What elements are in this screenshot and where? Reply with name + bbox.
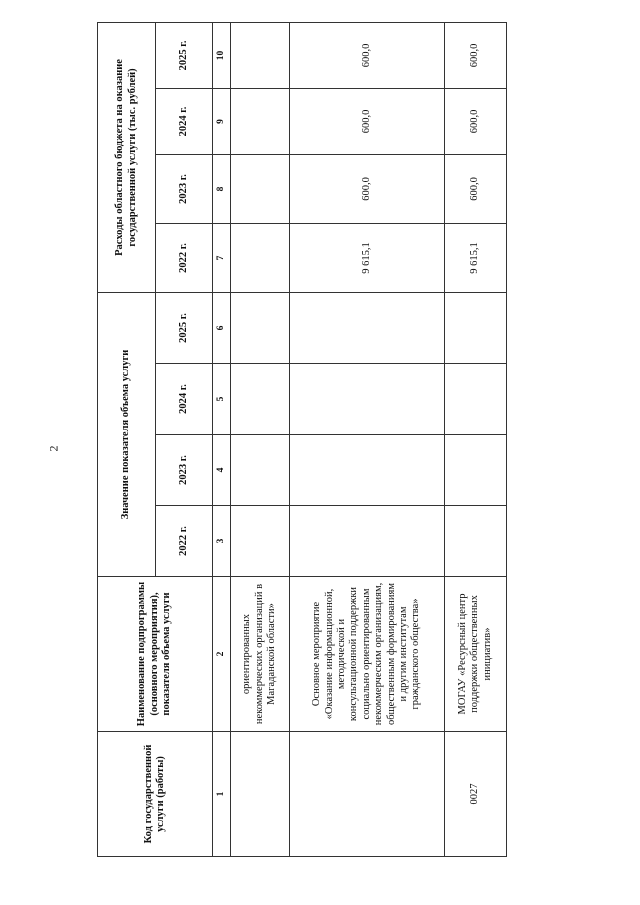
expense-cell: 600,0: [290, 22, 445, 88]
row-code: [290, 732, 445, 857]
expense-cell: [231, 223, 290, 292]
header-volume-year: 2025 г.: [156, 292, 213, 363]
column-number: 3: [213, 506, 231, 577]
volume-cell: [231, 292, 290, 363]
column-number: 8: [213, 154, 231, 223]
column-number: 5: [213, 364, 231, 435]
expense-cell: 9 615,1: [290, 223, 445, 292]
volume-cell: [231, 364, 290, 435]
row-code: 0027: [445, 732, 507, 857]
expense-cell: [231, 22, 290, 88]
header-expenses-group: Расходы областного бюджета на оказание государственной услуги (тыс. рублей): [98, 22, 156, 292]
column-number: 1: [213, 732, 231, 857]
column-number: 2: [213, 577, 231, 732]
volume-cell: [445, 364, 507, 435]
column-number: 4: [213, 435, 231, 506]
expense-cell: 600,0: [445, 22, 507, 88]
column-numbers-row: [213, 22, 231, 856]
header-expense-year: 2023 г.: [156, 154, 213, 223]
volume-cell: [290, 364, 445, 435]
expense-cell: 600,0: [290, 154, 445, 223]
row-code: [231, 732, 290, 857]
expense-cell: [231, 154, 290, 223]
header-expense-year: 2025 г.: [156, 22, 213, 88]
expense-cell: 600,0: [290, 88, 445, 154]
row-name: ориентированных некоммерческих организаций в Магаданской области»: [231, 577, 290, 732]
column-number: 9: [213, 88, 231, 154]
header-expense-year: 2024 г.: [156, 88, 213, 154]
header-volume-group: Значение показателя объема услуги: [98, 292, 156, 576]
header-name: Наименование подпрограммы (основного мероприятия), показателя объема услуги: [98, 577, 213, 732]
expense-cell: 600,0: [445, 154, 507, 223]
table-row: [445, 22, 507, 856]
volume-cell: [290, 292, 445, 363]
header-volume-year: 2023 г.: [156, 435, 213, 506]
header-volume-year: 2024 г.: [156, 364, 213, 435]
budget-table: [97, 22, 507, 857]
table-row: [290, 22, 445, 856]
column-number: 7: [213, 223, 231, 292]
expense-cell: 600,0: [445, 88, 507, 154]
volume-cell: [445, 292, 507, 363]
row-name: МОГАУ «Ресурсный центр поддержки общественных инициатив»: [445, 577, 507, 732]
page-number: 2: [46, 445, 61, 452]
header-code: Код государственной услуги (работы): [98, 732, 213, 857]
volume-cell: [290, 506, 445, 577]
header-volume-year: 2022 г.: [156, 506, 213, 577]
rotated-table-wrapper: [97, 23, 500, 857]
column-number: 6: [213, 292, 231, 363]
expense-cell: 9 615,1: [445, 223, 507, 292]
header-expense-year: 2022 г.: [156, 223, 213, 292]
column-number: 10: [213, 22, 231, 88]
expense-cell: [231, 88, 290, 154]
volume-cell: [445, 506, 507, 577]
volume-cell: [231, 435, 290, 506]
volume-cell: [290, 435, 445, 506]
table-row: [231, 22, 290, 856]
row-name: Основное мероприятие «Оказание информационной, методической и консультационной поддержки социально ориентированным некоммерческим организациям, общественным формированиям и другим институтам гражданского общества»: [290, 577, 445, 732]
volume-cell: [445, 435, 507, 506]
volume-cell: [231, 506, 290, 577]
